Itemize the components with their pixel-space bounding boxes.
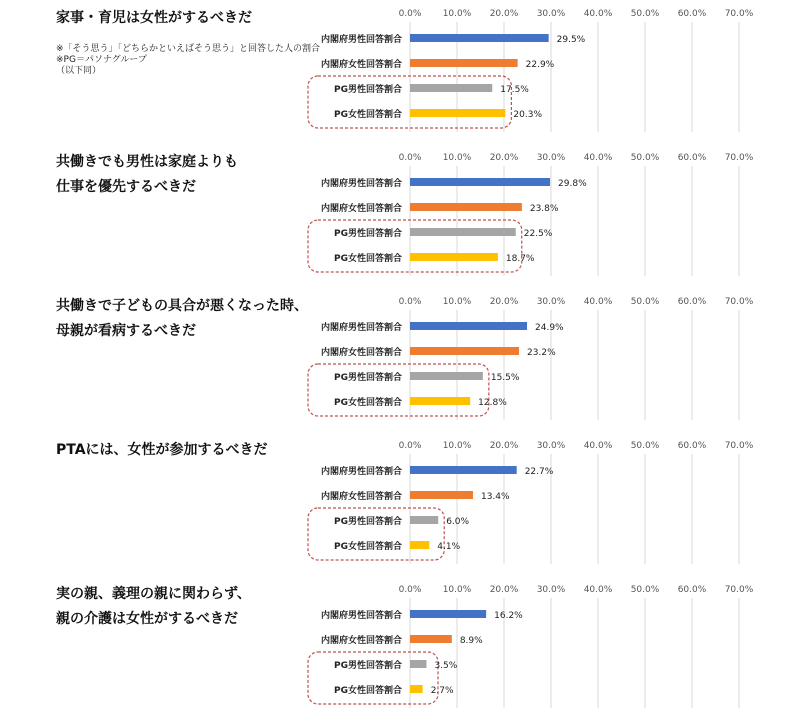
bar <box>410 372 483 380</box>
category-label: 内閣府男性回答割合 <box>320 467 402 477</box>
x-tick-label: 10.0% <box>442 297 472 307</box>
chart-title: 共働きでも男性は家庭よりも 仕事を優先するべきだ <box>56 154 238 195</box>
bar <box>410 109 505 117</box>
value-label: 16.2% <box>494 611 523 621</box>
value-label: 29.5% <box>556 35 586 45</box>
bar <box>410 660 426 668</box>
bar <box>410 203 522 211</box>
chart-panel <box>0 288 806 432</box>
value-label: 2.7% <box>430 686 454 696</box>
x-tick-label: 70.0% <box>724 9 754 19</box>
x-tick-label: 40.0% <box>583 297 613 307</box>
category-label: 内閣府女性回答割合 <box>320 636 402 646</box>
bar <box>410 34 549 42</box>
value-label: 20.3% <box>513 110 543 120</box>
category-label: PG男性回答割合 <box>334 229 402 239</box>
pg-highlight-outline <box>308 652 438 704</box>
x-tick-label: 50.0% <box>630 585 660 595</box>
value-label: 22.9% <box>525 60 555 70</box>
x-tick-label: 60.0% <box>677 441 707 451</box>
bar <box>410 253 498 261</box>
chart-panel <box>0 576 806 720</box>
chart-title: 共働きで子どもの具合が悪くなった時、 母親が看病するべきだ <box>56 298 308 339</box>
bar <box>410 228 516 236</box>
value-label: 24.9% <box>535 323 564 333</box>
x-tick-label: 50.0% <box>630 297 660 307</box>
x-tick-label: 30.0% <box>536 441 566 451</box>
x-tick-label: 20.0% <box>489 585 519 595</box>
bar <box>410 397 470 405</box>
chart-title: 家事・育児は女性がするべきだ <box>56 10 252 26</box>
category-label: PG男性回答割合 <box>334 661 402 671</box>
category-label: PG男性回答割合 <box>334 373 402 383</box>
category-label: PG女性回答割合 <box>334 110 402 120</box>
bar-chart <box>0 0 806 144</box>
x-tick-label: 70.0% <box>724 441 754 451</box>
x-tick-label: 20.0% <box>489 9 519 19</box>
bar <box>410 466 517 474</box>
bar-chart <box>0 576 806 720</box>
x-tick-label: 30.0% <box>536 585 566 595</box>
x-tick-label: 70.0% <box>724 153 754 163</box>
x-tick-label: 50.0% <box>630 153 660 163</box>
x-tick-label: 20.0% <box>489 297 519 307</box>
pg-highlight-outline <box>308 508 444 560</box>
value-label: 4.1% <box>437 542 461 552</box>
value-label: 13.4% <box>480 492 510 502</box>
x-tick-label: 40.0% <box>583 441 613 451</box>
bar <box>410 178 550 186</box>
x-tick-label: 10.0% <box>442 585 472 595</box>
value-label: 22.7% <box>524 467 554 477</box>
value-label: 8.9% <box>459 636 483 646</box>
pg-highlight-outline <box>308 220 522 272</box>
bar <box>410 516 438 524</box>
value-label: 29.8% <box>558 179 587 189</box>
x-tick-label: 50.0% <box>630 441 660 451</box>
category-label: PG男性回答割合 <box>334 85 402 95</box>
x-tick-label: 20.0% <box>489 153 519 163</box>
x-tick-label: 50.0% <box>630 9 660 19</box>
chart-panel <box>0 144 806 288</box>
bar <box>410 59 518 67</box>
category-label: 内閣府男性回答割合 <box>320 179 402 189</box>
bar <box>410 347 519 355</box>
x-tick-label: 10.0% <box>442 9 472 19</box>
category-label: 内閣府女性回答割合 <box>320 60 402 70</box>
x-tick-label: 10.0% <box>442 441 472 451</box>
pg-highlight-outline <box>308 364 489 416</box>
x-tick-label: 60.0% <box>677 153 707 163</box>
value-label: 17.5% <box>500 85 529 95</box>
x-tick-label: 60.0% <box>677 585 707 595</box>
value-label: 3.5% <box>434 661 458 671</box>
category-label: PG女性回答割合 <box>334 254 402 264</box>
bar-chart <box>0 432 806 576</box>
bar <box>410 610 486 618</box>
category-label: PG女性回答割合 <box>334 398 402 408</box>
chart-title: 実の親、義理の親に関わらず、 親の介護は女性がするべきだ <box>56 586 251 627</box>
x-tick-label: 70.0% <box>724 585 754 595</box>
x-tick-label: 60.0% <box>677 297 707 307</box>
x-tick-label: 0.0% <box>398 585 422 595</box>
x-tick-label: 20.0% <box>489 441 519 451</box>
x-tick-label: 0.0% <box>398 9 422 19</box>
value-label: 23.8% <box>529 204 559 214</box>
x-tick-label: 60.0% <box>677 9 707 19</box>
x-tick-label: 0.0% <box>398 153 422 163</box>
category-label: 内閣府男性回答割合 <box>320 35 402 45</box>
bar <box>410 685 423 693</box>
bar <box>410 541 429 549</box>
value-label: 15.5% <box>490 373 520 383</box>
category-label: 内閣府女性回答割合 <box>320 348 402 358</box>
value-label: 12.8% <box>478 398 507 408</box>
category-label: PG男性回答割合 <box>334 517 402 527</box>
bar <box>410 635 452 643</box>
category-label: 内閣府男性回答割合 <box>320 323 402 333</box>
category-label: 内閣府男性回答割合 <box>320 611 402 621</box>
category-label: 内閣府女性回答割合 <box>320 492 402 502</box>
bar-chart <box>0 288 806 432</box>
bar-chart <box>0 144 806 288</box>
bar <box>410 491 473 499</box>
x-tick-label: 40.0% <box>583 153 613 163</box>
value-label: 18.7% <box>505 254 535 264</box>
x-tick-label: 0.0% <box>398 441 422 451</box>
chart-panel <box>0 432 806 576</box>
x-tick-label: 30.0% <box>536 297 566 307</box>
value-label: 22.5% <box>523 229 553 239</box>
category-label: 内閣府女性回答割合 <box>320 204 402 214</box>
x-tick-label: 70.0% <box>724 297 754 307</box>
x-tick-label: 30.0% <box>536 9 566 19</box>
bar <box>410 84 492 92</box>
x-tick-label: 40.0% <box>583 9 613 19</box>
x-tick-label: 10.0% <box>442 153 472 163</box>
value-label: 6.0% <box>446 517 470 527</box>
category-label: PG女性回答割合 <box>334 686 402 696</box>
x-tick-label: 40.0% <box>583 585 613 595</box>
bar <box>410 322 527 330</box>
chart-note: ※「そう思う」「どちらかといえばそう思う」と回答した人の割合 ※PG＝パソナグループ （以下同） <box>56 44 321 76</box>
x-tick-label: 30.0% <box>536 153 566 163</box>
value-label: 23.2% <box>527 348 556 358</box>
chart-panel <box>0 0 806 144</box>
chart-title: PTAには、女性が参加するべきだ <box>56 442 268 458</box>
category-label: PG女性回答割合 <box>334 542 402 552</box>
x-tick-label: 0.0% <box>398 297 422 307</box>
